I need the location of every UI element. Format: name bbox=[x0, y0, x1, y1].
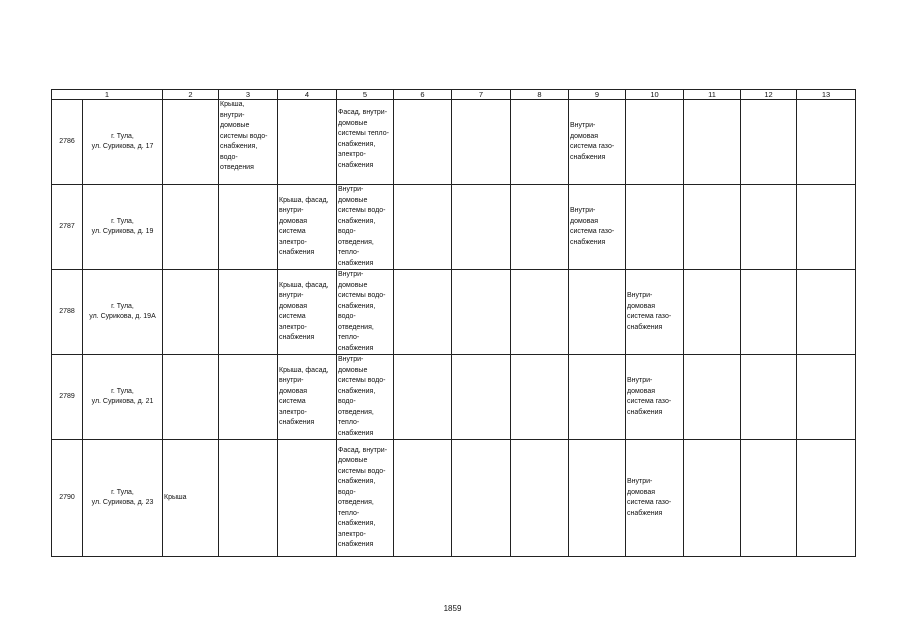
header-cell-2: 2 bbox=[163, 90, 219, 100]
cell-col7 bbox=[452, 440, 511, 557]
cell-col12 bbox=[741, 100, 797, 185]
cell-col5: Внутри- домовые системы водо- снабжения, водо- отведения, тепло- снабжения bbox=[337, 270, 394, 355]
header-cell-11: 11 bbox=[684, 90, 741, 100]
header-cell-6: 6 bbox=[394, 90, 452, 100]
cell-col5: Фасад, внутри- домовые системы тепло- снабжения, электро- снабжения bbox=[337, 100, 394, 185]
header-cell-12: 12 bbox=[741, 90, 797, 100]
table-row bbox=[52, 100, 856, 185]
document-table bbox=[51, 89, 856, 557]
table-row bbox=[52, 185, 856, 270]
cell-col6 bbox=[394, 355, 452, 440]
address-cell: г. Тула, ул. Сурикова, д. 17 bbox=[83, 100, 163, 185]
header-cell-1: 1 bbox=[52, 90, 163, 100]
header-cell-10: 10 bbox=[626, 90, 684, 100]
cell-col11 bbox=[684, 440, 741, 557]
cell-col5: Фасад, внутри- домовые системы водо- снабжения, водо- отведения, тепло- снабжения, электро- снабжения bbox=[337, 440, 394, 557]
cell-col8 bbox=[511, 355, 569, 440]
cell-col12 bbox=[741, 185, 797, 270]
cell-col2 bbox=[163, 100, 219, 185]
cell-col10: Внутри- домовая система газо- снабжения bbox=[626, 270, 684, 355]
cell-col13 bbox=[797, 185, 856, 270]
cell-col4: Крыша, фасад, внутри- домовая система электро- снабжения bbox=[278, 270, 337, 355]
cell-col4 bbox=[278, 100, 337, 185]
address-cell: г. Тула, ул. Сурикова, д. 19 bbox=[83, 185, 163, 270]
row-number: 2789 bbox=[52, 355, 83, 440]
table-row bbox=[52, 355, 856, 440]
cell-col6 bbox=[394, 270, 452, 355]
row-number: 2787 bbox=[52, 185, 83, 270]
row-number: 2790 bbox=[52, 440, 83, 557]
cell-col2: Крыша bbox=[163, 440, 219, 557]
cell-col8 bbox=[511, 270, 569, 355]
cell-col11 bbox=[684, 100, 741, 185]
cell-col4: Крыша, фасад, внутри- домовая система электро- снабжения bbox=[278, 185, 337, 270]
cell-col4: Крыша, фасад, внутри- домовая система электро- снабжения bbox=[278, 355, 337, 440]
cell-col9: Внутри- домовая система газо- снабжения bbox=[569, 100, 626, 185]
header-cell-7: 7 bbox=[452, 90, 511, 100]
cell-col3 bbox=[219, 355, 278, 440]
cell-col7 bbox=[452, 100, 511, 185]
cell-col8 bbox=[511, 185, 569, 270]
cell-col11 bbox=[684, 185, 741, 270]
cell-col9 bbox=[569, 355, 626, 440]
cell-col8 bbox=[511, 100, 569, 185]
cell-col10 bbox=[626, 100, 684, 185]
cell-col3: Крыша, внутри- домовые системы водо- снабжения, водо- отведения bbox=[219, 100, 278, 185]
cell-col12 bbox=[741, 355, 797, 440]
cell-col5: Внутри- домовые системы водо- снабжения, водо- отведения, тепло- снабжения bbox=[337, 185, 394, 270]
cell-col13 bbox=[797, 270, 856, 355]
page-number: 1859 bbox=[443, 604, 462, 613]
cell-col13 bbox=[797, 100, 856, 185]
address-cell: г. Тула, ул. Сурикова, д. 23 bbox=[83, 440, 163, 557]
cell-col4 bbox=[278, 440, 337, 557]
row-number: 2788 bbox=[52, 270, 83, 355]
table-row bbox=[52, 270, 856, 355]
cell-col9 bbox=[569, 270, 626, 355]
cell-col3 bbox=[219, 185, 278, 270]
header-cell-13: 13 bbox=[797, 90, 856, 100]
address-cell: г. Тула, ул. Сурикова, д. 19А bbox=[83, 270, 163, 355]
table-row bbox=[52, 440, 856, 557]
cell-col13 bbox=[797, 440, 856, 557]
cell-col10: Внутри- домовая система газо- снабжения bbox=[626, 440, 684, 557]
cell-col7 bbox=[452, 270, 511, 355]
cell-col10: Внутри- домовая система газо- снабжения bbox=[626, 355, 684, 440]
cell-col8 bbox=[511, 440, 569, 557]
cell-col11 bbox=[684, 355, 741, 440]
cell-col9 bbox=[569, 440, 626, 557]
cell-col6 bbox=[394, 440, 452, 557]
cell-col11 bbox=[684, 270, 741, 355]
cell-col9: Внутри- домовая система газо- снабжения bbox=[569, 185, 626, 270]
cell-col12 bbox=[741, 440, 797, 557]
cell-col12 bbox=[741, 270, 797, 355]
cell-col10 bbox=[626, 185, 684, 270]
cell-col6 bbox=[394, 185, 452, 270]
row-number: 2786 bbox=[52, 100, 83, 185]
address-cell: г. Тула, ул. Сурикова, д. 21 bbox=[83, 355, 163, 440]
cell-col7 bbox=[452, 355, 511, 440]
cell-col2 bbox=[163, 185, 219, 270]
cell-col13 bbox=[797, 355, 856, 440]
cell-col6 bbox=[394, 100, 452, 185]
cell-col2 bbox=[163, 270, 219, 355]
cell-col5: Внутри- домовые системы водо- снабжения, водо- отведения, тепло- снабжения bbox=[337, 355, 394, 440]
header-cell-9: 9 bbox=[569, 90, 626, 100]
cell-col2 bbox=[163, 355, 219, 440]
header-cell-8: 8 bbox=[511, 90, 569, 100]
cell-col3 bbox=[219, 440, 278, 557]
header-cell-4: 4 bbox=[278, 90, 337, 100]
header-row bbox=[52, 90, 856, 100]
cell-col7 bbox=[452, 185, 511, 270]
cell-col3 bbox=[219, 270, 278, 355]
header-cell-3: 3 bbox=[219, 90, 278, 100]
header-cell-5: 5 bbox=[337, 90, 394, 100]
